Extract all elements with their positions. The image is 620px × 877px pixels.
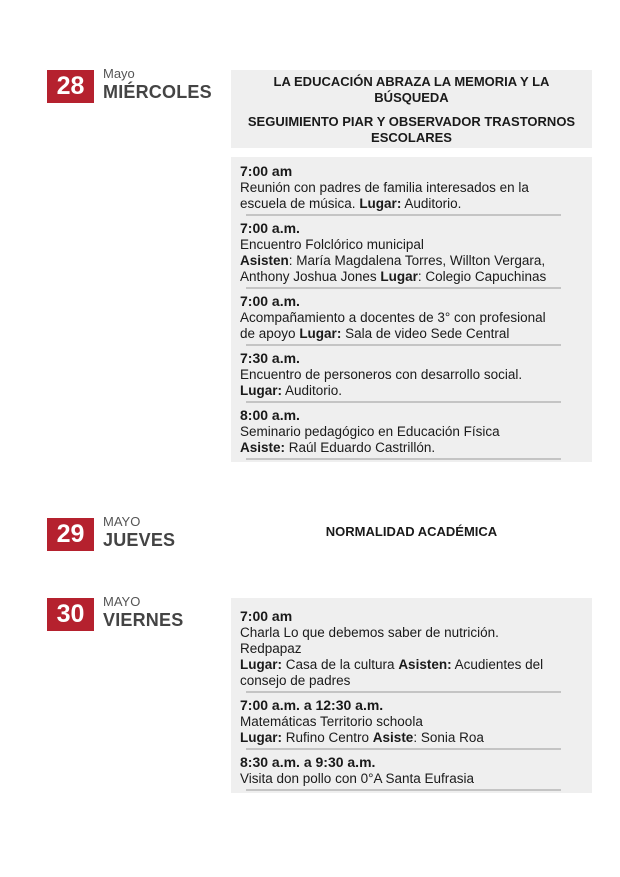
event-line [240,253,588,269]
event-text: Sala de video Sede Central [341,326,510,341]
event-text: consejo de padres [240,673,351,688]
event-text: Encuentro Folclórico municipal [240,237,424,252]
event-text: Acompañamiento a docentes de 3° con profesional [240,310,546,325]
event-text: Anthony Joshua Jones [240,269,381,284]
event-label: Lugar: [299,326,342,341]
event-label: Lugar [380,269,418,284]
event-text: Encuentro de personeros con desarrollo social. [240,367,523,382]
event-text: Acudientes del [451,657,544,672]
event-line [240,310,588,326]
event-label: Asiste [372,730,414,745]
event-line [240,730,588,746]
event-line [240,383,588,399]
event-divider [246,214,561,216]
event-line [240,641,588,657]
event-divider [246,748,561,750]
day-month: MAYO [103,514,141,529]
event-line [240,771,588,787]
day-number: 30 [47,598,94,631]
theme-headline: LA EDUCACIÓN ABRAZA LA MEMORIA Y LA BÚSQUEDA [273,74,550,105]
event-time: 7:00 a.m. a 12:30 a.m. [240,697,384,713]
event-line [240,180,588,196]
event-time: 8:00 a.m. [240,407,300,423]
event-time: 7:00 a.m. [240,293,300,309]
event-label: Asisten: [398,657,452,672]
event-label: Asisten [240,253,289,268]
event-text: de apoyo [240,326,300,341]
theme-panel [231,70,592,148]
day-note: NORMALIDAD ACADÉMICA [325,524,498,539]
theme-headline: SEGUIMIENTO PIAR Y OBSERVADOR TRASTORNOS ESCOLARES [247,114,576,145]
event-text: Charla Lo que debemos saber de nutrición. [240,625,499,640]
day-month: MAYO [103,594,141,609]
event-line [240,673,588,689]
day-number: 29 [47,518,94,551]
event-divider [246,458,561,460]
event-line [240,657,588,673]
agenda-event [231,163,592,216]
agenda-event [231,608,592,693]
event-text: Raúl Eduardo Castrillón. [285,440,436,455]
agenda-event [231,350,592,403]
event-divider [246,344,561,346]
day-weekday: MIÉRCOLES [103,82,212,102]
event-line [240,714,588,730]
event-text: : María Magdalena Torres, Willton Vergara, [288,253,546,268]
event-label: Lugar: [240,730,282,745]
event-text: Rufino Centro [282,730,373,745]
event-text: Auditorio. [401,196,462,211]
event-line [240,326,588,342]
event-line [240,237,588,253]
event-label: Lugar: [240,657,282,672]
event-line [240,196,588,212]
day-number: 28 [47,70,94,103]
event-time: 7:30 a.m. [240,350,300,366]
event-text: Reunión con padres de familia interesados en la [240,180,529,195]
event-text: : Sonia Roa [413,730,484,745]
event-text: : Colegio Capuchinas [417,269,547,284]
event-text: Auditorio. [282,383,343,398]
event-text: Redpapaz [240,641,302,656]
event-label: Lugar: [359,196,402,211]
agenda-event [231,407,592,460]
event-divider [246,287,561,289]
event-time: 7:00 a.m. [240,220,300,236]
event-time: 8:30 a.m. a 9:30 a.m. [240,754,376,770]
event-text: Visita don pollo con 0°A Santa Eufrasia [240,771,475,786]
agenda-event [231,293,592,346]
agenda-event [231,754,592,791]
events-panel [231,598,592,793]
event-line [240,269,588,285]
event-text: escuela de música. [240,196,360,211]
agenda-event [231,697,592,750]
event-line [240,367,588,383]
event-divider [246,401,561,403]
day-month: Mayo [103,66,135,81]
day-weekday: VIERNES [103,610,184,630]
event-line [240,625,588,641]
agenda-event [231,220,592,289]
event-label: Asiste: [240,440,286,455]
event-text: Casa de la cultura [282,657,399,672]
event-time: 7:00 am [240,163,293,179]
events-panel [231,157,592,462]
event-time: 7:00 am [240,608,293,624]
event-text: Matemáticas Territorio schoola [240,714,423,729]
day-weekday: JUEVES [103,530,176,550]
event-divider [246,691,561,693]
event-text: Seminario pedagógico en Educación Física [240,424,500,439]
event-divider [246,789,561,791]
event-label: Lugar: [240,383,282,398]
event-line [240,424,588,440]
event-line [240,440,588,456]
